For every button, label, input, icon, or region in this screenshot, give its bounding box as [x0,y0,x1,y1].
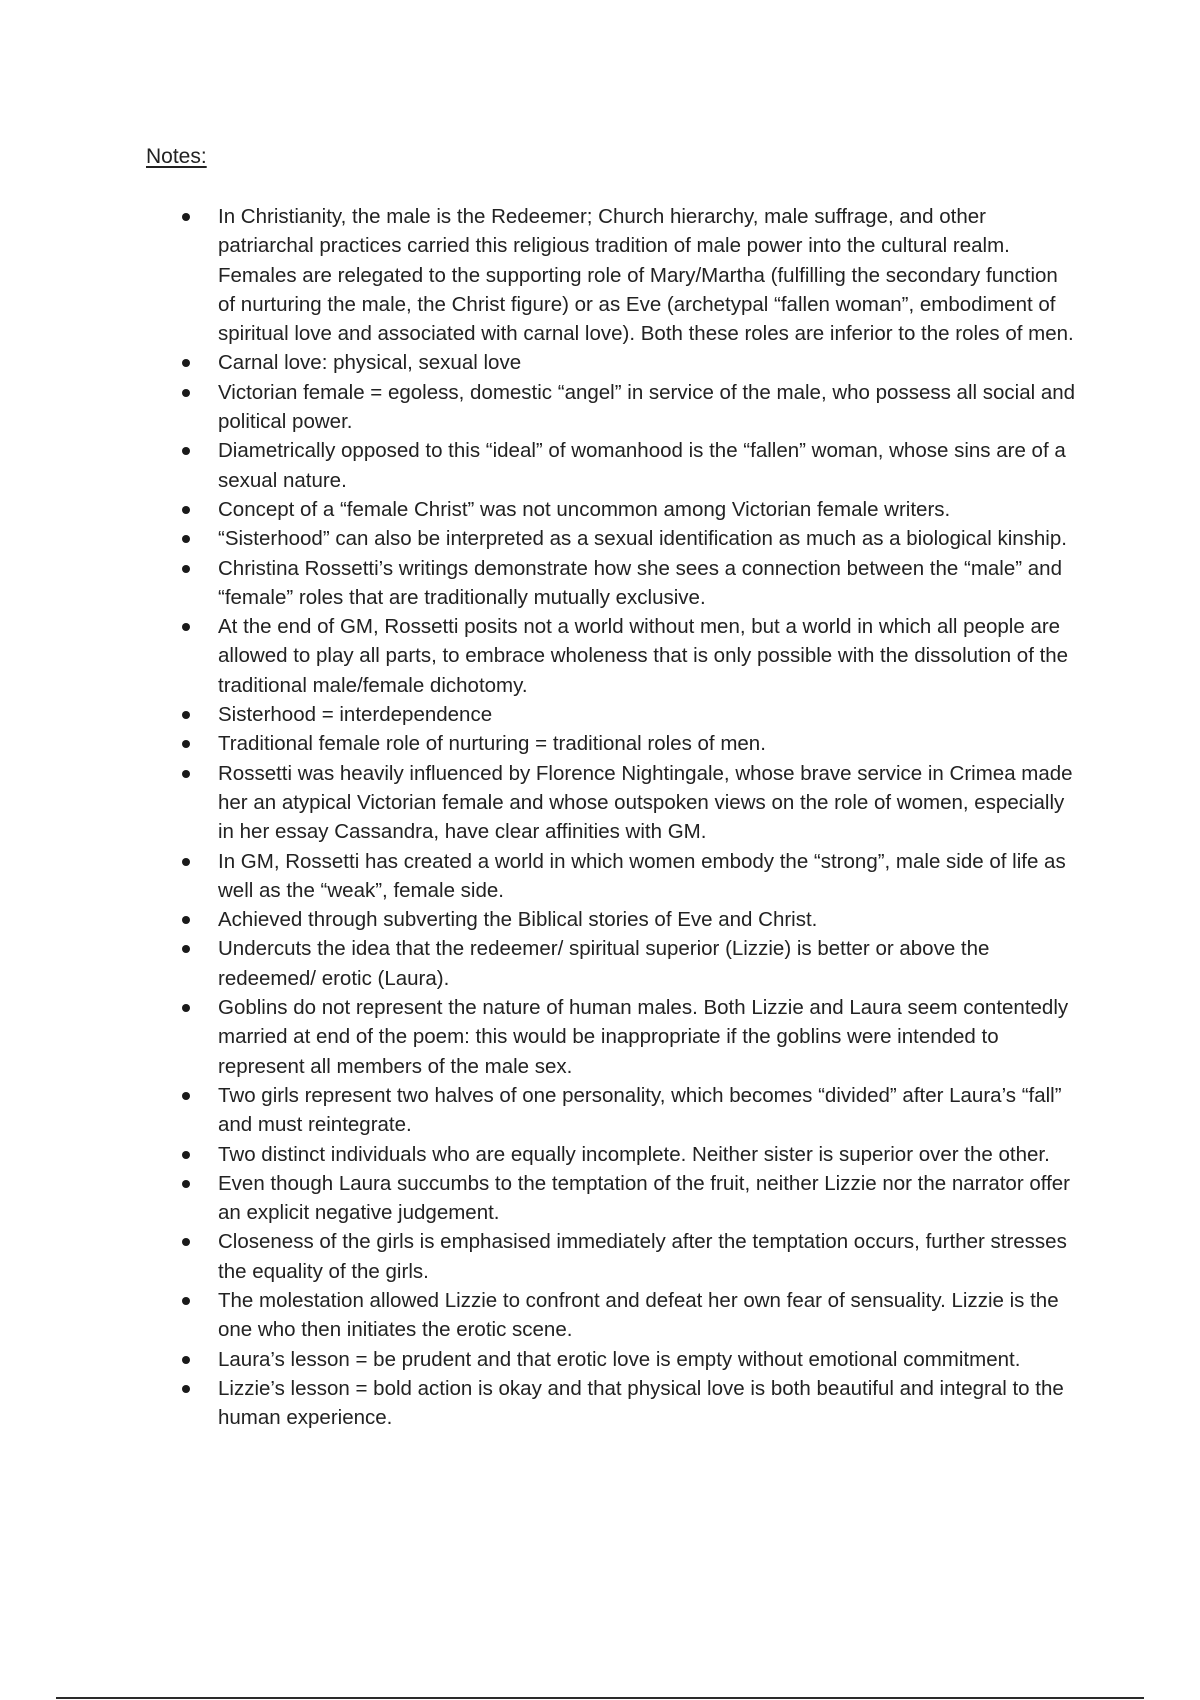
bullet-icon [182,1180,190,1188]
bullet-icon [182,1356,190,1364]
list-item [146,554,1076,613]
list-item-text: Even though Laura succumbs to the temptation of the fruit, neither Lizzie nor the narrator offer an explicit negative judgement. [218,1171,1071,1225]
notes-heading: Notes: [146,145,207,168]
list-item-text: Achieved through subverting the Biblical stories of Eve and Christ. [218,908,818,932]
bullet-icon [182,623,190,631]
list-item-text: Carnal love: physical, sexual love [218,351,522,375]
list-item [146,729,1076,758]
bullet-icon [182,506,190,514]
list-item-text: Sisterhood = interdependence [218,703,493,727]
list-item-text: Undercuts the idea that the redeemer/ spiritual superior (Lizzie) is better or above the redeemed/ erotic (Laura). [218,937,990,990]
list-item [146,1286,1076,1345]
list-item [146,1140,1076,1169]
list-item [146,612,1076,700]
list-item-text: The molestation allowed Lizzie to confront and defeat her own fear of sensuality. Lizzie is the one who then initiates the erotic scene. [218,1288,1059,1342]
list-item-text: In Christianity, the male is the Redeemer; Church hierarchy, male suffrage, and other patriarchal practices carried this religious tradition of male power into the cultural realm. Females are relegated to the supporting role of Mary/Martha (fulfilling the secondary function of nurturing the male, the Christ figure) or as Eve (archetypal “fallen woman”, embodiment of spiritual love and associated with carnal love). Both these roles are inferior to the roles of men. [218,205,1074,346]
list-item-text: Goblins do not represent the nature of human males. Both Lizzie and Laura seem contentedly married at end of the poem: this would be inappropriate if the goblins were intended to represent all members of the male sex. [218,996,1069,1078]
notes-list [146,202,1076,1432]
bullet-icon [182,945,190,953]
bullet-icon [182,1151,190,1159]
list-item [146,700,1076,729]
bullet-icon [182,740,190,748]
list-item [146,1081,1076,1140]
list-item-text: Christina Rossetti’s writings demonstrate how she sees a connection between the “male” and “female” roles that are traditionally mutually exclusive. [218,556,1062,609]
bullet-icon [182,711,190,719]
list-item [146,993,1076,1081]
list-item [146,934,1076,993]
page-bottom-divider [56,1697,1144,1699]
list-item-text: Lizzie’s lesson = bold action is okay and that physical love is both beautiful and integral to the human experience. [218,1376,1064,1430]
list-item [146,1227,1076,1286]
bullet-icon [182,770,190,778]
bullet-icon [182,1238,190,1246]
list-item-text: Rossetti was heavily influenced by Florence Nightingale, whose brave service in Crimea made her an atypical Victorian female and whose outspoken views on the role of women, especially in her essay Cassandra, have clear affinities with GM. [218,761,1073,844]
list-item-text: At the end of GM, Rossetti posits not a world without men, but a world in which all people are allowed to play all parts, to embrace wholeness that is only possible with the dissolution of the traditional male/female dichotomy. [218,615,1069,697]
list-item-text: Two distinct individuals who are equally incomplete. Neither sister is superior over the other. [218,1142,1050,1166]
list-item [146,378,1076,437]
list-item-text: Two girls represent two halves of one personality, which becomes “divided” after Laura’s “fall” and must reintegrate. [218,1083,1062,1137]
bullet-icon [182,1385,190,1393]
list-item-text: “Sisterhood” can also be interpreted as a sexual identification as much as a biological kinship. [218,527,1067,551]
bullet-icon [182,389,190,397]
bullet-icon [182,916,190,924]
list-item-text: In GM, Rossetti has created a world in which women embody the “strong”, male side of life as well as the “weak”, female side. [218,849,1066,902]
bullet-icon [182,1004,190,1012]
list-item [146,1345,1076,1374]
list-item-text: Diametrically opposed to this “ideal” of womanhood is the “fallen” woman, whose sins are of a sexual nature. [218,439,1066,492]
bullet-icon [182,535,190,543]
list-item-text: Traditional female role of nurturing = traditional roles of men. [218,732,766,756]
bullet-icon [182,858,190,866]
bullet-icon [182,359,190,367]
list-item [146,436,1076,495]
bullet-icon [182,565,190,573]
list-item [146,847,1076,906]
list-item [146,348,1076,377]
bullet-icon [182,447,190,455]
list-item-text: Laura’s lesson = be prudent and that erotic love is empty without emotional commitment. [218,1347,1021,1371]
bullet-icon [182,213,190,221]
list-item-text: Victorian female = egoless, domestic “angel” in service of the male, who possess all social and political power. [218,380,1076,434]
list-item [146,1169,1076,1228]
list-item [146,1374,1076,1433]
list-item [146,495,1076,524]
list-item [146,202,1076,348]
list-item [146,905,1076,934]
list-item-text: Concept of a “female Christ” was not uncommon among Victorian female writers. [218,497,951,521]
bullet-icon [182,1092,190,1100]
list-item [146,524,1076,553]
list-item-text: Closeness of the girls is emphasised immediately after the temptation occurs, further stresses the equality of the girls. [218,1230,1067,1283]
list-item [146,759,1076,847]
bullet-icon [182,1297,190,1305]
